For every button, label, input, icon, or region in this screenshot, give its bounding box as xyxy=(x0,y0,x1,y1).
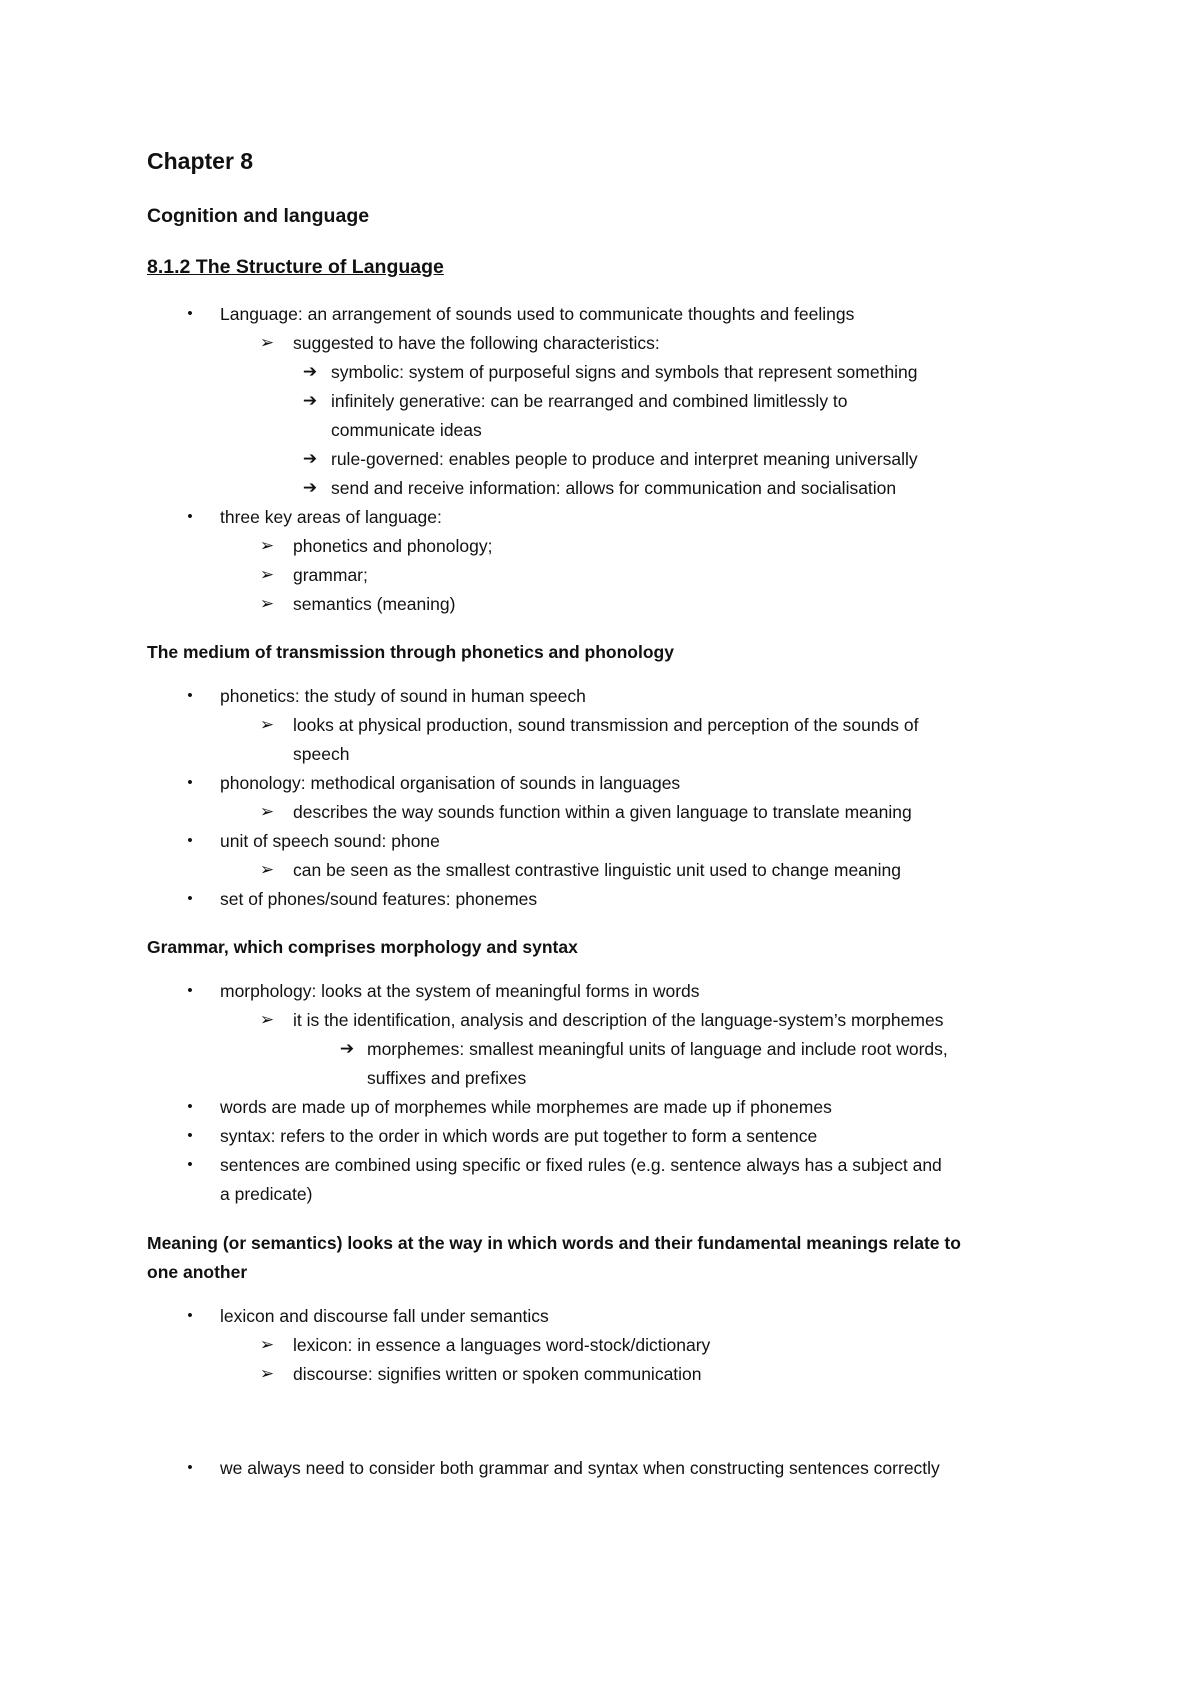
chapter-subtitle: Cognition and language xyxy=(147,205,370,227)
list-item-continuation: communicate ideas xyxy=(331,420,482,440)
chevron-icon: ➢ xyxy=(259,1364,275,1383)
list-item: describes the way sounds function within a given language to translate meaning xyxy=(293,802,912,822)
list-item-continuation: speech xyxy=(293,744,350,764)
arrow-icon: ➔ xyxy=(302,391,318,410)
bullet-icon: • xyxy=(187,982,193,999)
chevron-icon: ➢ xyxy=(259,333,275,352)
chevron-icon: ➢ xyxy=(259,1010,275,1029)
arrow-icon: ➔ xyxy=(302,362,318,381)
list-item: lexicon and discourse fall under semantics xyxy=(220,1306,549,1326)
chevron-icon: ➢ xyxy=(259,715,275,734)
list-item: morphology: looks at the system of meaningful forms in words xyxy=(220,981,700,1001)
bullet-icon: • xyxy=(187,890,193,907)
list-item: Language: an arrangement of sounds used to communicate thoughts and feelings xyxy=(220,304,855,324)
chevron-icon: ➢ xyxy=(259,594,275,613)
chapter-title: Chapter 8 xyxy=(147,148,254,174)
list-item: lexicon: in essence a languages word-stock/dictionary xyxy=(293,1335,711,1355)
bullet-icon: • xyxy=(187,1156,193,1173)
list-item: phonetics and phonology; xyxy=(293,536,493,556)
list-item: send and receive information: allows for communication and socialisation xyxy=(331,478,897,498)
chevron-icon: ➢ xyxy=(259,802,275,821)
chevron-icon: ➢ xyxy=(259,565,275,584)
list-item: suggested to have the following characteristics: xyxy=(293,333,660,353)
chevron-icon: ➢ xyxy=(259,1335,275,1354)
list-item: phonetics: the study of sound in human speech xyxy=(220,686,586,706)
arrow-icon: ➔ xyxy=(302,478,318,497)
arrow-icon: ➔ xyxy=(302,449,318,468)
list-item-continuation: suffixes and prefixes xyxy=(367,1068,527,1088)
section-title-phonetics: The medium of transmission through phonetics and phonology xyxy=(147,642,674,662)
list-item: grammar; xyxy=(293,565,368,585)
section-title-line: Meaning (or semantics) looks at the way in which words and their fundamental meanings relate to xyxy=(147,1233,961,1253)
list-item: can be seen as the smallest contrastive linguistic unit used to change meaning xyxy=(293,860,901,880)
section-title-line: one another xyxy=(147,1262,248,1282)
list-item: words are made up of morphemes while morphemes are made up if phonemes xyxy=(220,1097,832,1117)
list-item: it is the identification, analysis and description of the language-system’s morphemes xyxy=(293,1010,944,1030)
bullet-icon: • xyxy=(187,1307,193,1324)
bullet-icon: • xyxy=(187,687,193,704)
bullet-icon: • xyxy=(187,1459,193,1476)
list-item: rule-governed: enables people to produce and interpret meaning universally xyxy=(331,449,918,469)
list-item: morphemes: smallest meaningful units of language and include root words, xyxy=(367,1039,948,1059)
chevron-icon: ➢ xyxy=(259,536,275,555)
list-item: discourse: signifies written or spoken communication xyxy=(293,1364,702,1384)
section-heading: 8.1.2 The Structure of Language xyxy=(147,256,444,278)
arrow-icon: ➔ xyxy=(339,1039,355,1058)
list-item: symbolic: system of purposeful signs and symbols that represent something xyxy=(331,362,918,382)
list-item: sentences are combined using specific or fixed rules (e.g. sentence always has a subject and xyxy=(220,1155,942,1175)
bullet-icon: • xyxy=(187,508,193,525)
bullet-icon: • xyxy=(187,832,193,849)
list-item: unit of speech sound: phone xyxy=(220,831,440,851)
list-item: phonology: methodical organisation of sounds in languages xyxy=(220,773,681,793)
chevron-icon: ➢ xyxy=(259,860,275,879)
list-item: three key areas of language: xyxy=(220,507,442,527)
list-item: semantics (meaning) xyxy=(293,594,456,614)
list-item: we always need to consider both grammar and syntax when constructing sentences correctly xyxy=(220,1458,940,1478)
list-item: set of phones/sound features: phonemes xyxy=(220,889,538,909)
list-item: looks at physical production, sound transmission and perception of the sounds of xyxy=(293,715,919,735)
bullet-icon: • xyxy=(187,1127,193,1144)
list-item: syntax: refers to the order in which words are put together to form a sentence xyxy=(220,1126,818,1146)
section-title-grammar: Grammar, which comprises morphology and syntax xyxy=(147,937,578,957)
list-item: infinitely generative: can be rearranged and combined limitlessly to xyxy=(331,391,848,411)
bullet-icon: • xyxy=(187,774,193,791)
bullet-icon: • xyxy=(187,305,193,322)
section-title-semantics xyxy=(147,1229,1077,1287)
bullet-icon: • xyxy=(187,1098,193,1115)
list-item-continuation: a predicate) xyxy=(220,1184,313,1204)
